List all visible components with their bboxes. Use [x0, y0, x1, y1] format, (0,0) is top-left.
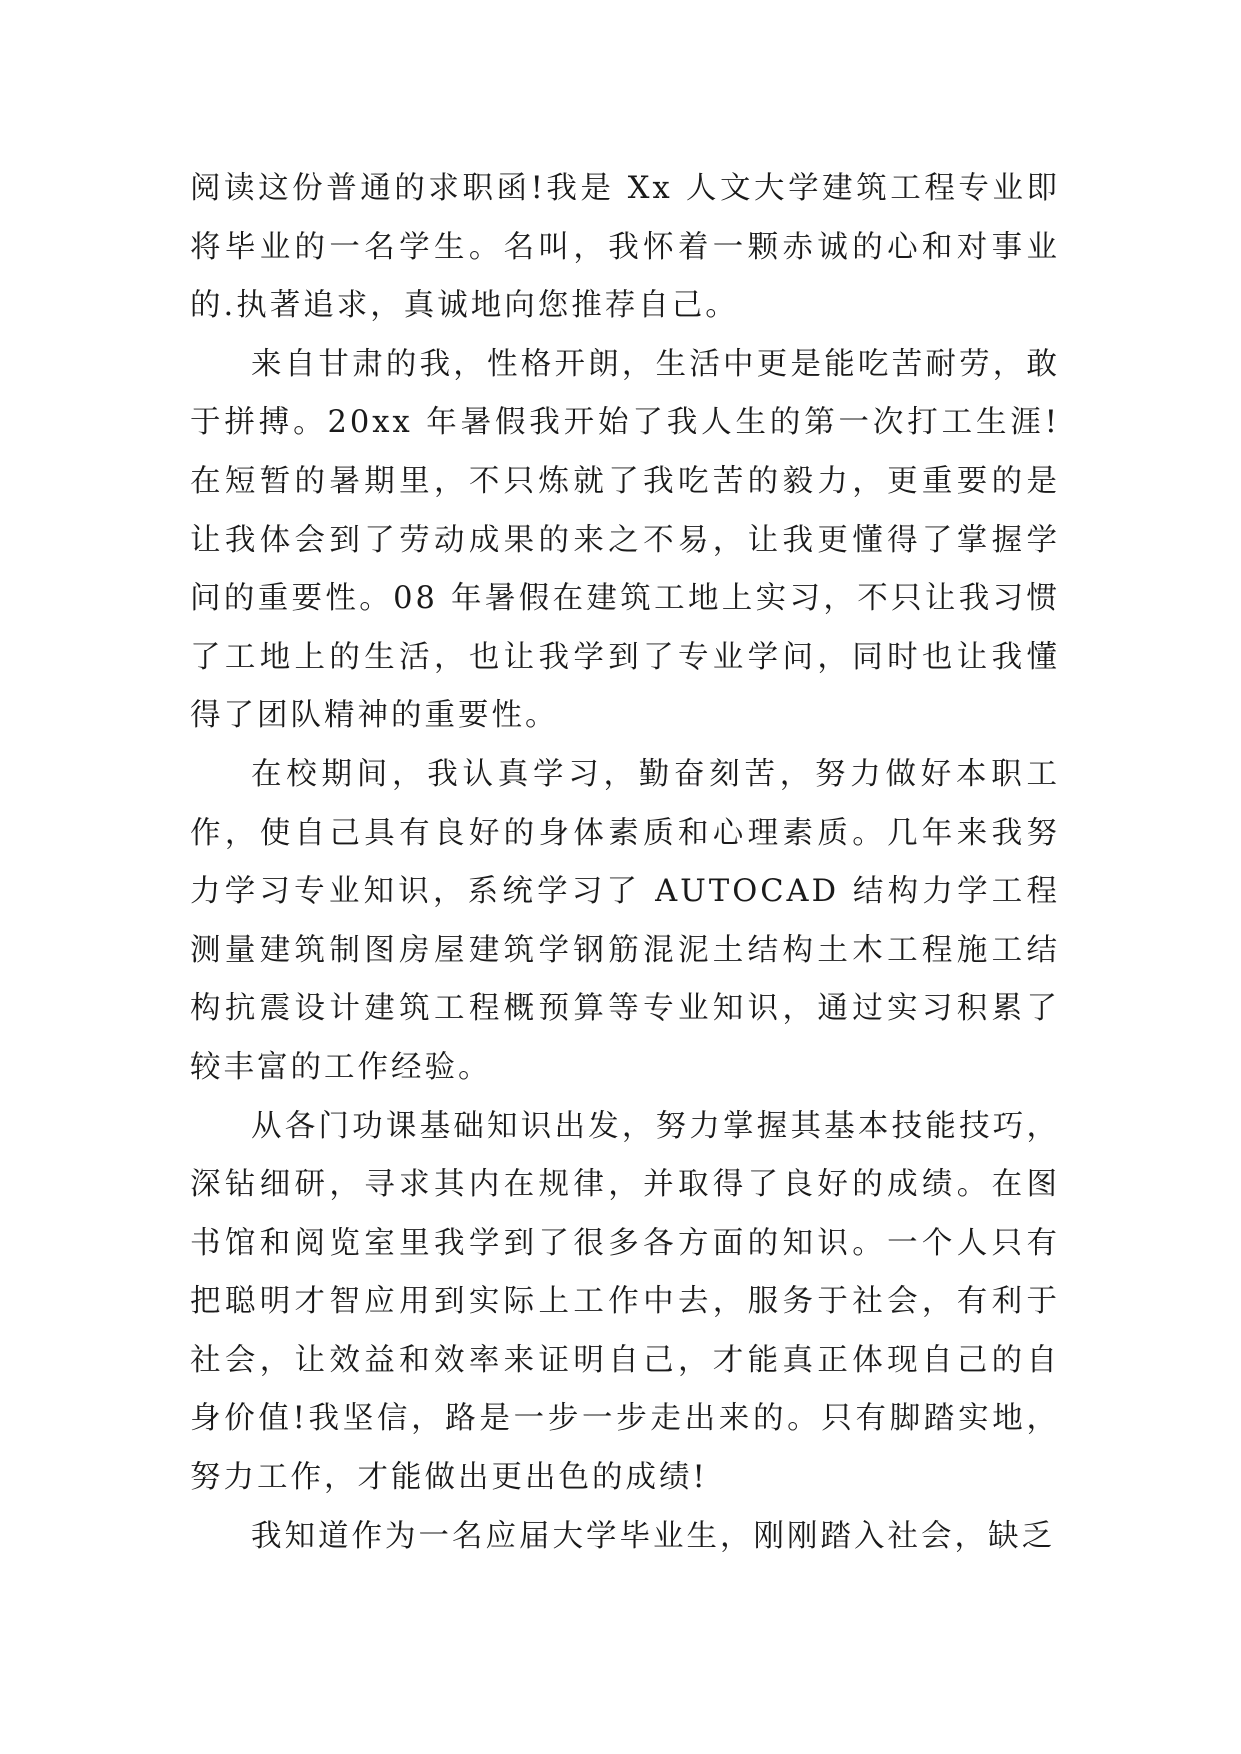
paragraph-background: 来自甘肃的我，性格开朗，生活中更是能吃苦耐劳，敢于拼搏。20xx 年暑假我开始了我人生的第一次打工生涯!在短暂的暑期里，不只炼就了我吃苦的毅力，更重要的是让我体会到了劳动成果的来之不易，让我更懂得了掌握学问的重要性。08 年暑假在建筑工地上实习，不只让我习惯了工地上的生活，也让我学到了专业学问，同时也让我懂得了团队精神的重要性。: [190, 346, 1060, 734]
paragraph-skills: 从各门功课基础知识出发，努力掌握其基本技能技巧，深钻细研，寻求其内在规律，并取得了良好的成绩。在图书馆和阅览室里我学到了很多各方面的知识。一个人只有把聪明才智应用到实际上工作中去，服务于社会，有利于社会，让效益和效率来证明自己，才能真正体现自己的自身价值!我坚信，路是一步一步走出来的。只有脚踏实地，努力工作，才能做出更出色的成绩!: [190, 1108, 1060, 1496]
paragraph-opening: 阅读这份普通的求职函!我是 Xx 人文大学建筑工程专业即将毕业的一名学生。名叫，我怀着一颗赤诚的心和对事业的.执著追求，真诚地向您推荐自己。: [190, 171, 1060, 324]
paragraph-studies: 在校期间，我认真学习，勤奋刻苦，努力做好本职工作，使自己具有良好的身体素质和心理素质。几年来我努力学习专业知识，系统学习了 AUTOCAD 结构力学工程测量建筑制图房屋建筑学钢筋混泥土结构土木工程施工结构抗震设计建筑工程概预算等专业知识，通过实习积累了较丰富的工作经验。: [190, 756, 1060, 1085]
letter-body: [190, 160, 1060, 1566]
paragraph-closing: 我知道作为一名应届大学毕业生，刚刚踏入社会，缺乏: [251, 1518, 1055, 1554]
